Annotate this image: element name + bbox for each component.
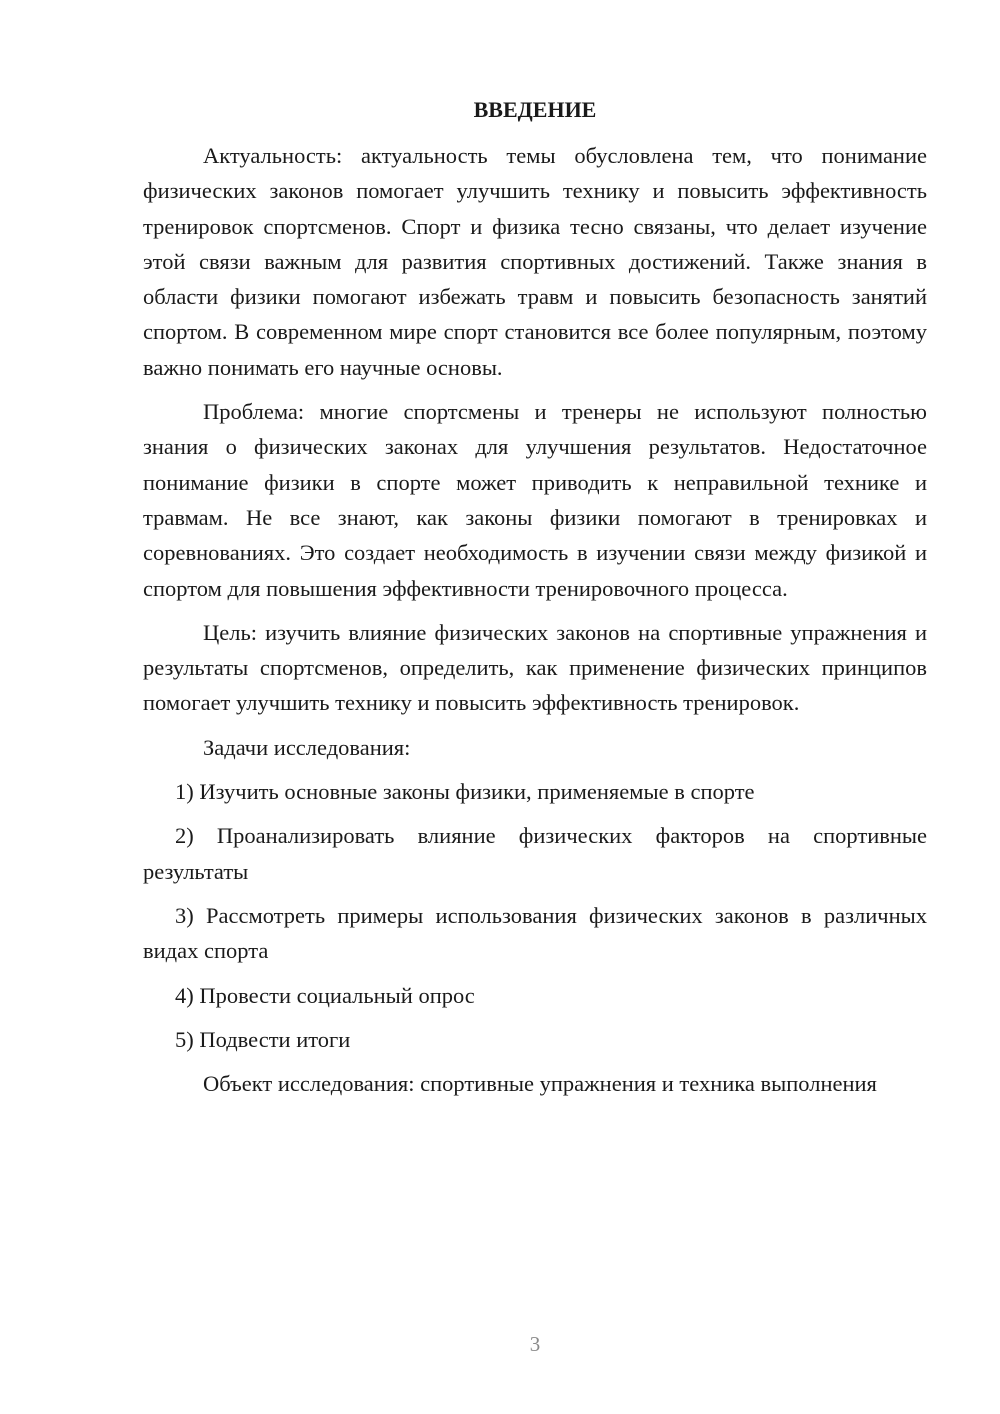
paragraph-goal: Цель: изучить влияние физических законов на спортивные упражнения и результаты спортсменов, определить, как применение физических принципов помогает улучшить технику и повысить эффективность тренировок. [143,619,927,716]
tasks-heading: Задачи исследования: [203,734,411,760]
page-content [143,92,927,1110]
paragraph-relevance: Актуальность: актуальность темы обусловлена тем, что понимание физических законов помогает улучшить технику и повысить эффективность тренировок спортсменов. Спорт и физика тесно связаны, что делает изучение этой связи важным для развития спортивных достижений. Также знания в области физики помогают избежать травм и повысить безопасность занятий спортом. В современном мире спорт становится все более популярным, поэтому важно понимать его научные основы. [143,143,927,380]
paragraph-object: Объект исследования: спортивные упражнения и техника выполнения [203,1071,877,1097]
paragraph-problem: Проблема: многие спортсмены и тренеры не используют полностью знания о физических законах для улучшения результатов. Недостаточное понимание физики в спорте может приводить к неправильной технике и травмам. Не все знают, как законы физики помогают в тренировках и соревнованиях. Это создает необходимость в изучении связи между физикой и спортом для повышения эффективности тренировочного процесса. [143,399,927,601]
task-item-5: 5) Подвести итоги [175,1026,351,1052]
task-item-3: 3) Рассмотреть примеры использования физических законов в различных видах спорта [143,902,927,964]
task-item-2: 2) Проанализировать влияние физических факторов на спортивные результаты [143,823,927,884]
task-item-1: 1) Изучить основные законы физики, применяемые в спорте [175,779,755,805]
page-number: 3 [529,1332,541,1356]
page-title: ВВЕДЕНИЕ [473,97,597,122]
task-item-4: 4) Провести социальный опрос [175,982,475,1008]
